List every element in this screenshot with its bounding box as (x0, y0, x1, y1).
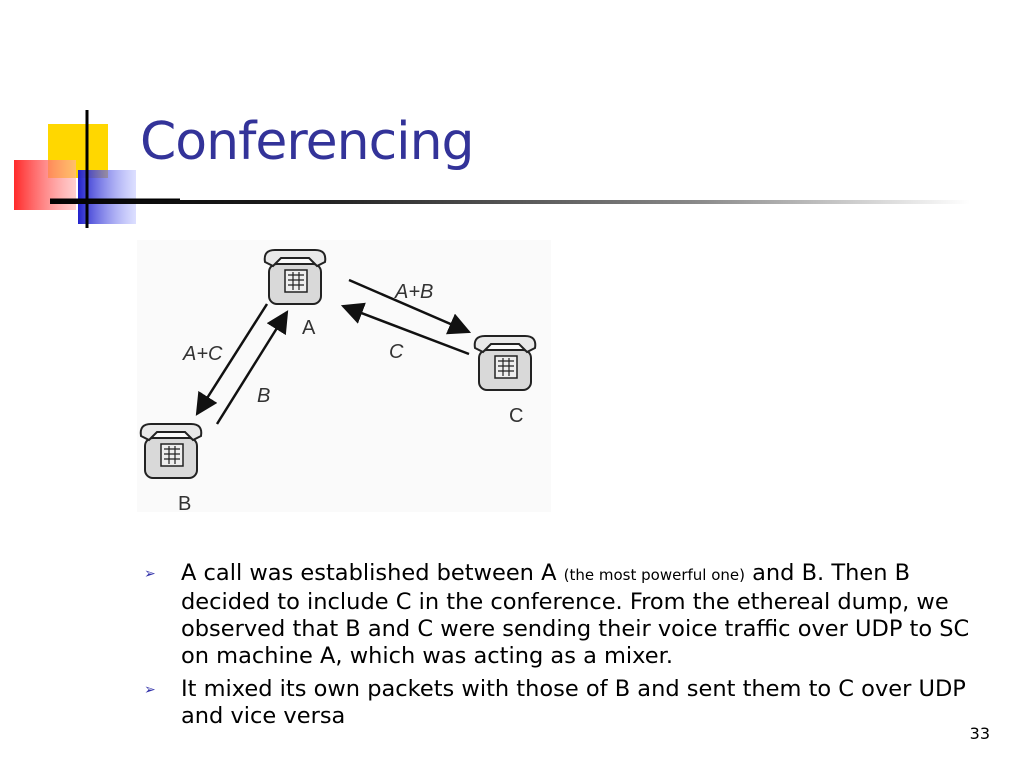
bullet-arrow-icon: ➢ (144, 566, 156, 582)
bullet-1-text-before: A call was established between A (181, 560, 564, 586)
bullet-item (140, 676, 1000, 730)
node-label-a: A (302, 317, 316, 339)
bullet-2-text: It mixed its own packets with those of B and sent them to C over UDP and vice versa (181, 676, 966, 729)
arrow-c-to-a (343, 306, 469, 354)
bullet-1-text-after: and B. Then B decided to include C in the conference. From the ethereal dump, we observed that B and C were sending their voice traffic over UDP to SC on machine A, which was acting as a mixer. (181, 560, 970, 669)
page-number: 33 (969, 724, 990, 743)
bullet-1-note: (the most powerful one) (563, 566, 745, 584)
conference-diagram (137, 240, 551, 512)
bullet-arrow-icon: ➢ (144, 682, 156, 698)
edge-label-a-plus-c: A+C (183, 343, 223, 365)
bullet-list (140, 560, 1000, 736)
edge-label-a-plus-b: A+B (395, 281, 434, 303)
edge-label-b: B (257, 385, 271, 407)
node-label-b: B (178, 493, 192, 512)
phone-c-icon (475, 336, 536, 390)
edge-label-c: C (389, 341, 404, 363)
phone-b-icon (141, 424, 202, 478)
phone-a-icon (265, 250, 326, 304)
title-rule (50, 200, 970, 204)
bullet-item (140, 560, 1000, 670)
slide-title: Conferencing (140, 112, 474, 172)
node-label-c: C (509, 405, 524, 427)
